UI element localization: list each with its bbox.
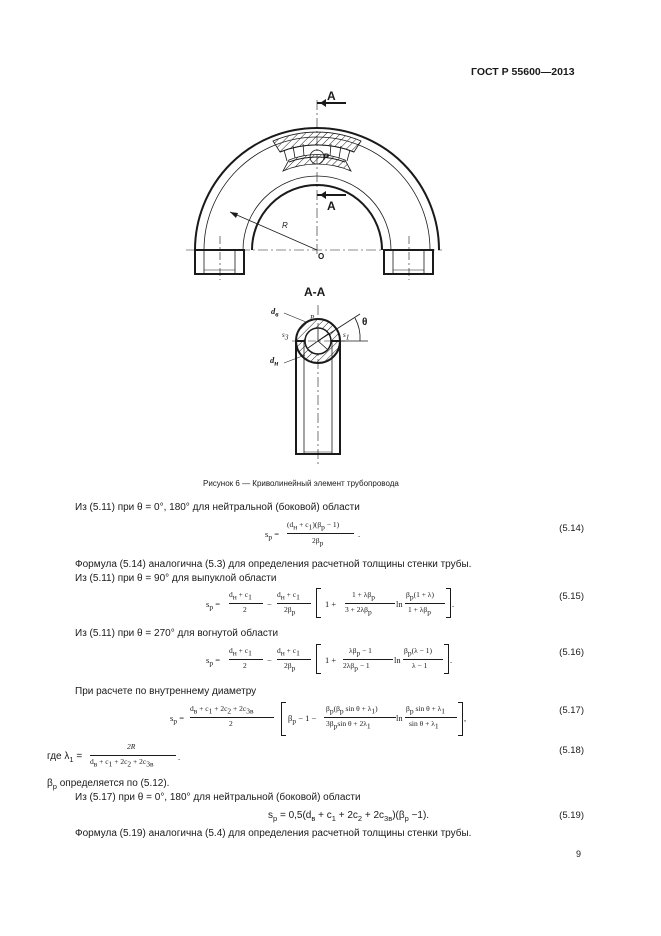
label-s1: $s_1$	[343, 331, 350, 342]
label-p-inner: P	[310, 314, 315, 322]
section-title: А-А	[304, 285, 326, 299]
paragraph-3: Из (5.11) при θ = 90° для выпуклой области	[75, 573, 277, 584]
paragraph-5: При расчете по внутреннему диаметру	[75, 686, 257, 697]
page: ГОСТ Р 55600—2013 P R О А А А-А θ $d_в$ $d_н$ $s_3$ $s_1$ P Рисунок 6 — Криволинейный элемент трубопровода Из (5.11) при θ = 0°, 180° для нейтральной (боковой) области $s_р$ = $(d_н + c_1)(\beta_р - 1)$ $2\beta_р$ . (5.14) Формула (5.14) аналогична (5.3) для определения расчетной толщины стенки трубы. Из (5.11) при θ = 90° для выпуклой области $s_р$ = $d_н + c_1$ 2 − $d_н + c_1$ $2\beta_р$ 1 + $1 + \lambda\beta_р$ $3 + 2\lambda\beta_р$ ln $\beta_р(1 + \lambda)$ $1 + \lambda\beta_р$ . (5.15) Из (5.11) при θ = 270° для вогнутой области $s_р$ = $d_н + c_1$ 2 − $d_н + c_1$ $2\beta_р$ 1 + $\lambda\beta_р - 1$ $2\lambda\beta_р - 1$ ln $\beta_р(\lambda - 1)$ λ − 1 . (5.16) При расчете по внутреннему диаметру $s_р$ = $d_в + c_1 + 2c_2 + 2c_{3в}$ 2 $\beta_р - 1$ − $\beta_р(\beta_р$ $\sin \theta + \lambda_1$) $3\beta_р\sin$ $\theta + 2\lambda_1$ ln $\beta_р$ $\sin \theta + \lambda_1$ $\sin \theta + \lambda_1$ , (5.17) где $\lambda_1$ = 2R $d_в + c_1 + 2c_2 + 2c_{3в}$ . (5.18) $\beta_р$ определяется по (5.12). Из (5.17) при θ = 0°, 180° для нейтральной (боковой) области $s_р = 0,5(d_в + c_1 + 2c_2 + 2c_{3в})(\beta_р -1)$. (5.19) Формула (5.19) аналогична (5.4) для определения расчетной толщины стенки трубы. 9	[0, 0, 661, 936]
paragraph-4: Из (5.11) при θ = 270° для вогнутой области	[75, 628, 279, 639]
label-s3: $s_3$	[282, 331, 289, 342]
section-mark-bottom: А	[327, 199, 336, 213]
right-leg	[384, 250, 433, 274]
equation-number-5-18: (5.18)	[559, 745, 584, 756]
equation-number-5-16: (5.16)	[559, 647, 584, 658]
figure-caption: Рисунок 6 — Криволинейный элемент трубопровода	[203, 479, 399, 488]
radius-label: R	[282, 221, 288, 230]
center-label: О	[318, 252, 325, 261]
left-leg	[195, 250, 244, 274]
page-number: 9	[576, 849, 582, 859]
paragraph-9: Формула (5.19) аналогична (5.4) для определения расчетной толщины стенки трубы.	[75, 828, 472, 839]
label-dn: $d_н$	[270, 355, 279, 368]
paragraph-1: Из (5.11) при θ = 0°, 180° для нейтральной (боковой) области	[75, 502, 360, 513]
standard-header: ГОСТ Р 55600—2013	[471, 66, 575, 78]
pressure-label: P	[323, 152, 330, 162]
equation-number-5-15: (5.15)	[559, 591, 584, 602]
section-mark-top: А	[327, 89, 336, 103]
equation-5-19: $s_р = 0,5(d_в + c_1 + 2c_2 + 2c_{3в})(\beta_р -1)$.	[268, 810, 430, 823]
paragraph-8: Из (5.17) при θ = 0°, 180° для нейтральной (боковой) области	[75, 792, 361, 803]
equation-number-5-17: (5.17)	[559, 705, 584, 716]
theta-label: θ	[362, 317, 368, 328]
paragraph-2: Формула (5.14) аналогична (5.3) для определения расчетной толщины стенки трубы.	[75, 559, 472, 570]
equation-number-5-14: (5.14)	[559, 523, 584, 534]
label-dv: $d_в$	[271, 306, 279, 319]
equation-number-5-19: (5.19)	[559, 810, 584, 821]
paragraph-7: $\beta_р$ определяется по (5.12).	[47, 778, 170, 791]
